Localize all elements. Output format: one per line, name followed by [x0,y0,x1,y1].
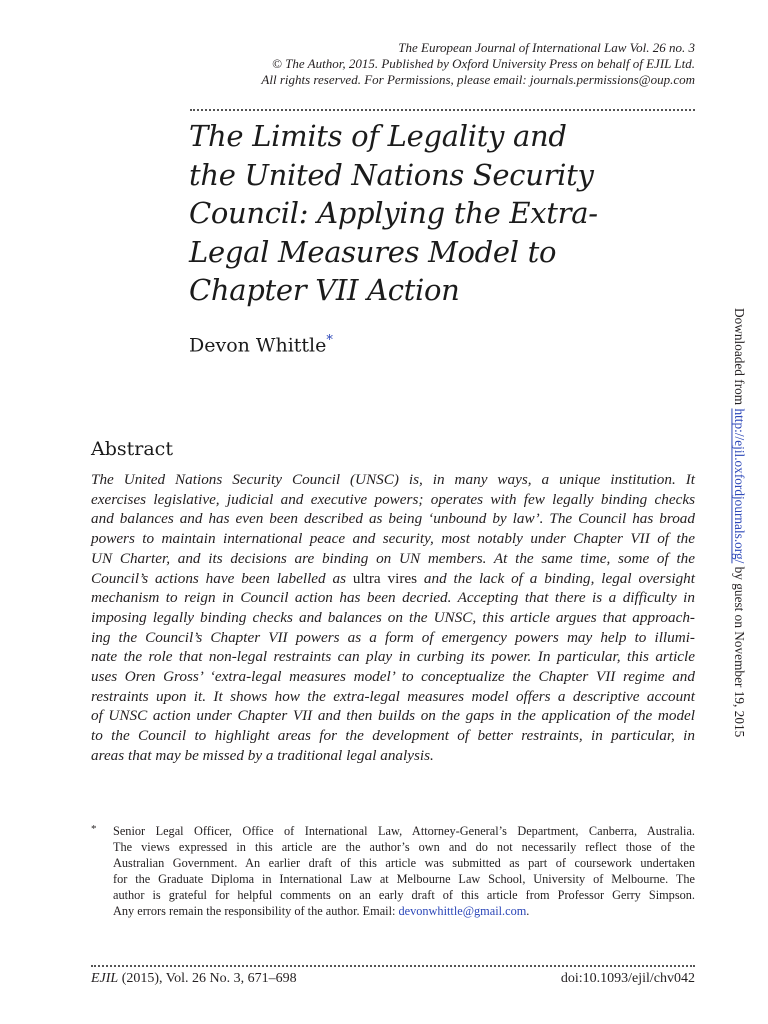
abstract-line: imposing legally binding checks and balances on the UNSC, this article argues that approach- [91,608,695,626]
footnote-line [113,903,695,919]
title-line: Legal Measures Model to [189,234,557,269]
abstract-line: The United Nations Security Council (UNSC) is, in many ways, a unique institution. It [91,471,695,488]
abstract-line: nate the role that non-legal restraints can play in curbing its power. In particular, this article [91,648,695,666]
ultra-vires-term: ultra vires [352,569,418,587]
abstract-line: powers to maintain international peace and security, most notably under Chapter VII of the [91,530,695,548]
doi: doi:10.1093/ejil/chv042 [560,971,695,986]
footnote-line: The views expressed in this article are the author’s own and do not necessarily reflect those of the [113,840,695,854]
abstract-line: of UNSC action under Chapter VII and then builds on the gaps in the application of the model [91,707,695,725]
abstract-line: ing the Council’s Chapter VII powers as a form of emergency powers may help to illumi- [91,628,695,646]
footnote-line: Australian Government. An earlier draft of this article was submitted as part of coursework undertaken [113,856,695,870]
author-footnote [113,823,695,919]
abstract-line-text: Council’s actions have been labelled as [91,569,353,587]
title-line: Council: Applying the Extra- [189,196,598,230]
footnote-line: for the Graduate Diploma in International Law at Melbourne Law School, University of Melbourne. The [113,872,695,886]
abstract-line: uses Oren Gross’ ‘extra-legal measures model’ to conceptualize the Chapter VII regime and [91,668,695,686]
abstract-heading: Abstract [91,438,173,460]
abstract-line: areas that may be missed by a traditional legal analysis. [91,746,434,764]
article-title [189,117,689,310]
footnote-line-text: Any errors remain the responsibility of the author. Email: [113,904,399,918]
abstract-line: and balances and has even been described as being ‘unbound by law’. The Council has broad [91,510,695,528]
abstract-line-text: and the lack of a binding, legal oversight [417,569,695,587]
journal-line: The European Journal of International Law Vol. 26 no. 3 [398,40,695,55]
title-line: Chapter VII Action [189,273,460,307]
journal-abbrev: EJIL [91,971,119,986]
abstract-line: exercises legislative, judicial and executive powers; operates with few legally binding checks [91,490,695,508]
footnote-line: author is grateful for helpful comments on an early draft of this article from Professor Gerry Simpson. [113,888,695,902]
footnote-line: Senior Legal Officer, Office of International Law, Attorney-General’s Department, Canberra, Australia. [113,824,695,838]
abstract-body [91,470,695,766]
download-suffix: by guest on November 19, 2015 [732,563,747,738]
email-link[interactable]: devonwhittle@gmail.com [398,904,527,918]
title-line: the United Nations Security [189,157,594,192]
abstract-line: UN Charter, and its decisions are binding on UN members. At the same time, some of the [91,549,695,567]
abstract-line: mechanism to reign in Council action has been decried. Accepting that there is a difficulty in [91,589,695,607]
rights-line: All rights reserved. For Permissions, please email: journals.permissions@oup.com [261,72,695,87]
download-notice [731,308,747,737]
journal-header [261,40,695,88]
bottom-divider [91,965,695,967]
citation [91,971,297,987]
footnote-marker: * [91,823,97,835]
copyright-line: © The Author, 2015. Published by Oxford University Press on behalf of EJIL Ltd. [272,56,695,71]
author-name: Devon Whittle [189,334,327,357]
abstract-line: to the Council to highlight areas for the development of better restraints, in particular, in [91,727,695,745]
citation-text: (2015), Vol. 26 No. 3, 671–698 [118,971,297,986]
abstract-line: restraints upon it. It shows how the extra-legal measures model offers a descriptive account [91,687,695,705]
download-prefix: Downloaded from [732,308,747,409]
author-footnote-link[interactable]: * [326,333,333,348]
footnote-line-end: . [526,904,530,918]
author-byline [189,333,333,356]
title-line: The Limits of Legality and [189,119,567,153]
journal-site-link[interactable]: http://ejil.oxfordjournals.org/ [732,408,747,564]
top-divider [190,109,695,111]
abstract-line [91,569,695,589]
